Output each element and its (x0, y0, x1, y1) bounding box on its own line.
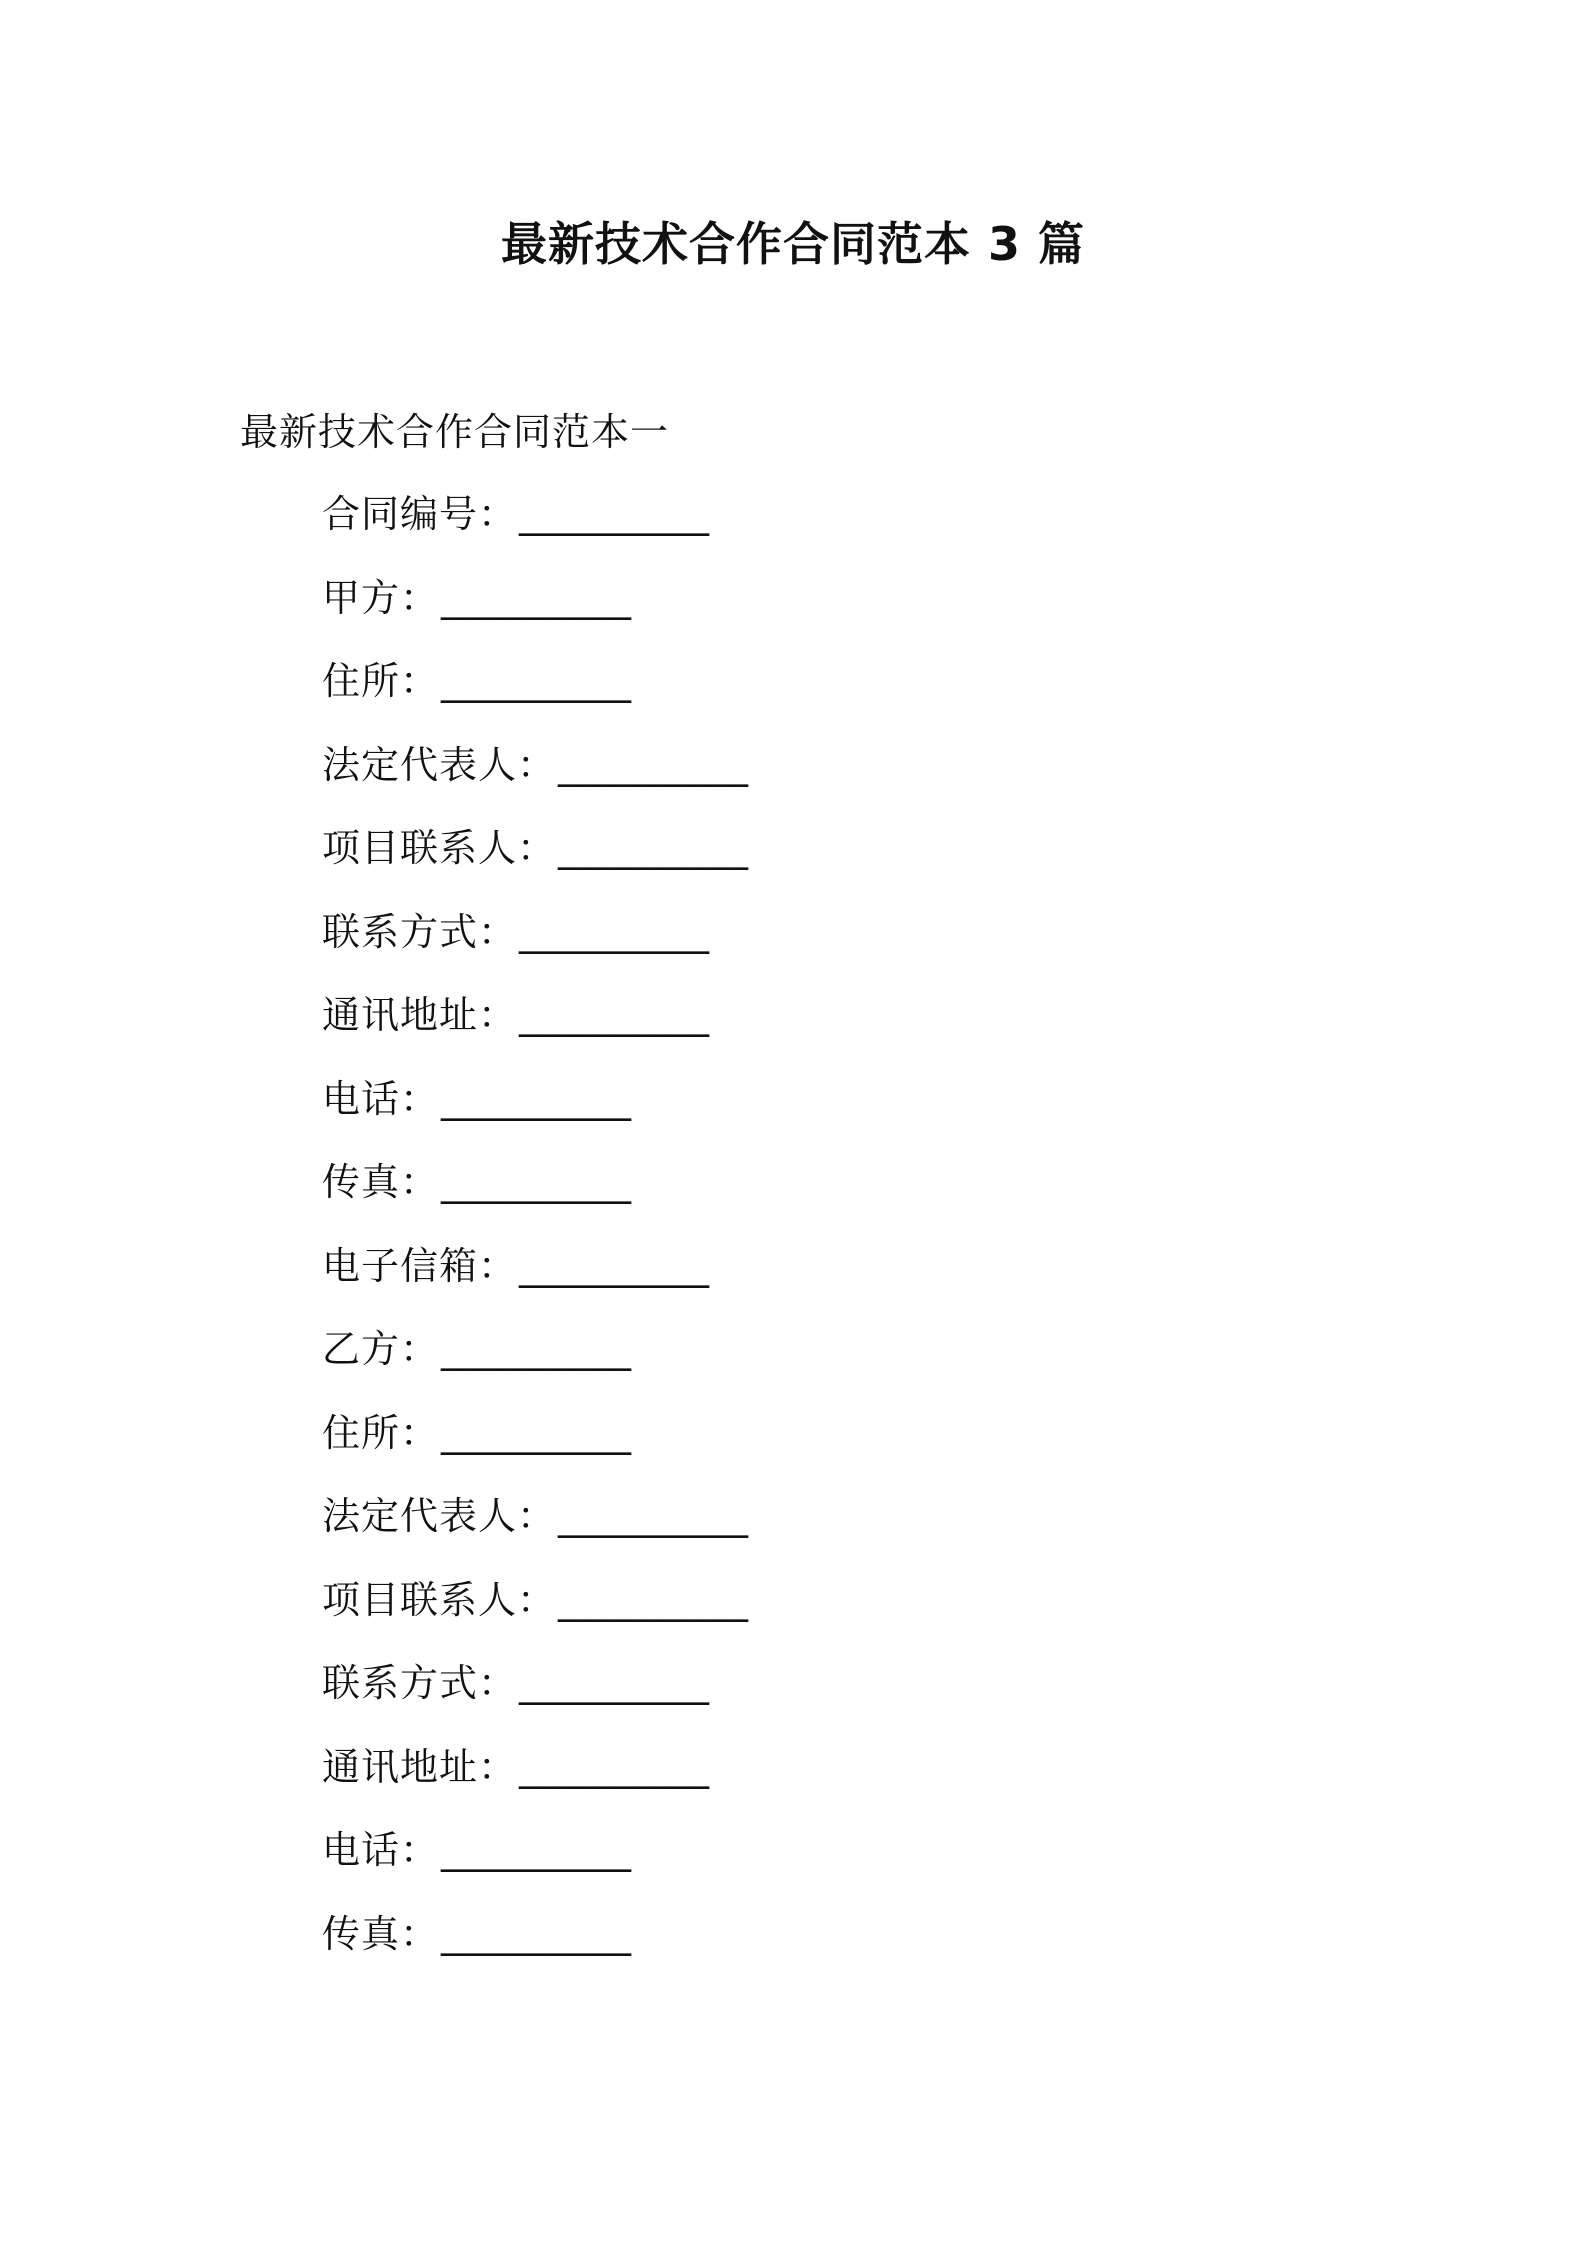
contract-field-row (322, 488, 748, 572)
field-label: 联系方式： (322, 909, 518, 954)
field-blank-line: __________ (519, 492, 710, 536)
field-blank-line: __________ (519, 909, 710, 954)
field-label: 项目联系人： (322, 826, 557, 870)
contract-field-row (322, 739, 748, 823)
field-label: 电话： (322, 1828, 440, 1872)
field-blank-line: __________ (441, 1160, 632, 1204)
section-title: 最新技术合作合同范本一 (240, 410, 670, 454)
field-blank-line: __________ (558, 1577, 749, 1622)
contract-field-row (322, 655, 748, 739)
field-label: 法定代表人： (322, 1494, 557, 1538)
field-blank-line: __________ (441, 575, 632, 620)
field-label: 传真： (322, 1911, 440, 1956)
field-blank-line: __________ (441, 1076, 632, 1121)
field-label: 乙方： (322, 1327, 440, 1371)
contract-field-row (322, 1323, 748, 1407)
field-blank-line: __________ (519, 993, 710, 1037)
document-title: 最新技术合作合同范本 3 篇 (500, 217, 1086, 271)
field-label: 甲方： (322, 575, 440, 620)
field-label: 项目联系人： (322, 1577, 557, 1622)
field-label: 通讯地址： (322, 1744, 518, 1789)
contract-field-row (322, 822, 748, 906)
field-label: 电子信箱： (322, 1243, 518, 1288)
contract-field-row (322, 1156, 748, 1240)
contract-field-row (322, 1741, 748, 1825)
field-label: 住所： (322, 1410, 440, 1455)
field-blank-line: __________ (558, 742, 749, 787)
field-label: 联系方式： (322, 1661, 518, 1705)
field-blank-line: __________ (519, 1744, 710, 1789)
field-blank-line: __________ (558, 826, 749, 870)
contract-field-row (322, 1908, 748, 1992)
contract-field-row (322, 1657, 748, 1741)
contract-field-row (322, 989, 748, 1073)
field-label: 传真： (322, 1160, 440, 1204)
field-blank-line: __________ (519, 1243, 710, 1288)
contract-field-row (322, 1574, 748, 1658)
field-blank-line: __________ (441, 1828, 632, 1872)
field-blank-line: __________ (519, 1661, 710, 1705)
field-blank-line: __________ (558, 1494, 749, 1538)
field-label: 合同编号： (322, 492, 518, 536)
contract-field-row (322, 1240, 748, 1324)
contract-field-row (322, 906, 748, 990)
contract-field-row (322, 1073, 748, 1157)
field-label: 电话： (322, 1076, 440, 1121)
contract-field-row (322, 1407, 748, 1491)
field-blank-line: __________ (441, 1327, 632, 1371)
contract-field-list (322, 488, 748, 1991)
contract-field-row (322, 1490, 748, 1574)
field-label: 通讯地址： (322, 993, 518, 1037)
contract-field-row (322, 572, 748, 656)
field-blank-line: __________ (441, 659, 632, 703)
contract-field-row (322, 1824, 748, 1908)
field-blank-line: __________ (441, 1911, 632, 1956)
field-blank-line: __________ (441, 1410, 632, 1455)
field-label: 住所： (322, 659, 440, 703)
field-label: 法定代表人： (322, 742, 557, 787)
